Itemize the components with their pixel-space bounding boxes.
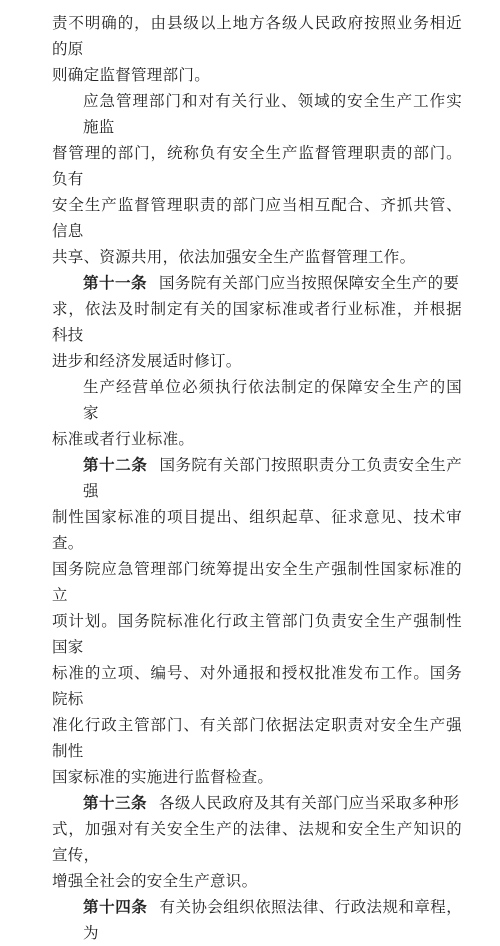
- article-text: 各级人民政府及其有关部门应当采取多种形: [159, 794, 460, 812]
- text-line: [52, 790, 462, 816]
- text-line: 责不明确的，由县级以上地方各级人民政府按照业务相近的原: [52, 14, 462, 58]
- text-line: 准化行政主管部门、有关部门依据法定职责对安全生产强制性: [52, 716, 462, 760]
- text-line: 督管理的部门，统称负有安全生产监督管理职责的部门。负有: [52, 144, 462, 188]
- text-line: [52, 452, 462, 504]
- text-line: 项计划。国务院标准化行政主管部门负责安全生产强制性国家: [52, 612, 462, 656]
- text-line: 求，依法及时制定有关的国家标准或者行业标准，并根据科技: [52, 300, 462, 344]
- text-line: 国务院应急管理部门统筹提出安全生产强制性国家标准的立: [52, 560, 462, 604]
- text-line: [52, 270, 462, 296]
- text-line: 则确定监督管理部门。: [52, 66, 211, 84]
- paragraph-mandatory-standards: [52, 374, 462, 452]
- article-text: 有关协会组织依照法律、行政法规和章程，为: [83, 898, 462, 942]
- text-line: 标准或者行业标准。: [52, 430, 195, 448]
- text-line: 生产经营单位必须执行依法制定的保障安全生产的国家: [83, 378, 462, 422]
- article-number: 第十四条: [83, 898, 148, 916]
- text-line: [52, 894, 462, 946]
- article-text: 国务院有关部门按照职责分工负责安全生产强: [83, 456, 462, 500]
- article-12: [52, 452, 462, 790]
- text-line: 增强全社会的安全生产意识。: [52, 872, 258, 890]
- text-line: 进步和经济发展适时修订。: [52, 352, 242, 370]
- article-11: [52, 270, 462, 374]
- article-number: 第十一条: [83, 274, 148, 292]
- text-line: 安全生产监督管理职责的部门应当相互配合、齐抓共管、信息: [52, 196, 462, 240]
- text-line: 国家标准的实施进行监督检查。: [52, 768, 274, 786]
- text-line: 式，加强对有关安全生产的法律、法规和安全生产知识的宣传，: [52, 820, 462, 864]
- paragraph-supervision-departments: [52, 88, 462, 270]
- text-line: 共享、资源共用，依法加强安全生产监督管理工作。: [52, 248, 416, 266]
- article-number: 第十二条: [83, 456, 148, 474]
- article-14: [52, 894, 462, 946]
- article-13: [52, 790, 462, 894]
- article-number: 第十三条: [83, 794, 148, 812]
- text-line: 标准的立项、编号、对外通报和授权批准发布工作。国务院标: [52, 664, 462, 708]
- article-text: 国务院有关部门应当按照保障安全生产的要: [159, 274, 460, 292]
- text-line: 制性国家标准的项目提出、组织起草、征求意见、技术审查。: [52, 508, 462, 552]
- text-line: 应急管理部门和对有关行业、领域的安全生产工作实施监: [83, 92, 462, 136]
- paragraph-continuation: [52, 10, 462, 88]
